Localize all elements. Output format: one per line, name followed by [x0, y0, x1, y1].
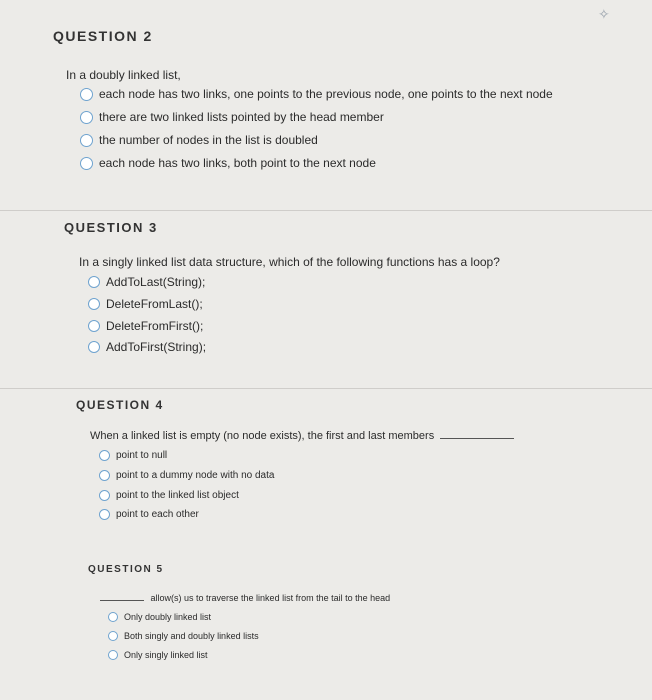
- option-row[interactable]: [99, 490, 239, 501]
- option-row[interactable]: [88, 340, 206, 354]
- question-title: QUESTION 2: [53, 28, 153, 44]
- option-label[interactable]: there are two linked lists pointed by the head member: [99, 110, 384, 124]
- answer-blank: [100, 600, 144, 601]
- radio-button[interactable]: [80, 88, 93, 101]
- radio-button[interactable]: [99, 490, 110, 501]
- radio-button[interactable]: [88, 320, 100, 332]
- pin-icon: ✧: [598, 6, 610, 22]
- option-label[interactable]: Only doubly linked list: [124, 612, 212, 622]
- option-label[interactable]: the number of nodes in the list is doubled: [99, 133, 318, 147]
- option-row[interactable]: [99, 470, 274, 481]
- radio-button[interactable]: [99, 450, 110, 461]
- divider: [0, 210, 652, 211]
- option-row[interactable]: [88, 297, 203, 311]
- answer-blank: [440, 438, 514, 439]
- question-title: QUESTION 5: [88, 564, 164, 575]
- question-prompt: In a singly linked list data structure, which of the following functions has a loop?: [79, 255, 500, 269]
- option-row[interactable]: [108, 612, 211, 622]
- option-label[interactable]: point to null: [116, 450, 168, 461]
- radio-button[interactable]: [108, 612, 118, 622]
- option-row[interactable]: [88, 275, 205, 289]
- option-label[interactable]: AddToLast(String);: [106, 275, 206, 289]
- radio-button[interactable]: [80, 157, 93, 170]
- radio-button[interactable]: [99, 509, 110, 520]
- radio-button[interactable]: [88, 276, 100, 288]
- option-label[interactable]: DeleteFromFirst();: [106, 319, 204, 333]
- option-label[interactable]: Only singly linked list: [124, 650, 208, 660]
- option-label[interactable]: point to a dummy node with no data: [116, 470, 275, 481]
- divider: [0, 388, 652, 389]
- radio-button[interactable]: [99, 470, 110, 481]
- option-label[interactable]: DeleteFromLast();: [106, 297, 203, 311]
- option-label[interactable]: point to each other: [116, 509, 199, 520]
- option-row[interactable]: [88, 319, 203, 333]
- question-prompt: In a doubly linked list,: [66, 68, 181, 82]
- option-row[interactable]: [108, 631, 259, 641]
- option-label[interactable]: point to the linked list object: [116, 490, 239, 501]
- question-prompt: [90, 430, 514, 442]
- option-row[interactable]: [99, 509, 199, 520]
- radio-button[interactable]: [108, 650, 118, 660]
- option-label[interactable]: AddToFirst(String);: [106, 340, 207, 354]
- option-row[interactable]: [80, 110, 384, 124]
- option-row[interactable]: [80, 133, 318, 147]
- radio-button[interactable]: [88, 298, 100, 310]
- radio-button[interactable]: [108, 631, 118, 641]
- option-label[interactable]: each node has two links, both point to the next node: [99, 156, 376, 170]
- option-row[interactable]: [80, 87, 553, 101]
- radio-button[interactable]: [88, 341, 100, 353]
- question-title: QUESTION 3: [64, 220, 158, 235]
- radio-button[interactable]: [80, 111, 93, 124]
- option-label[interactable]: Both singly and doubly linked lists: [124, 631, 259, 641]
- question-prompt: [100, 593, 390, 603]
- option-row[interactable]: [80, 156, 376, 170]
- option-label[interactable]: each node has two links, one points to the previous node, one points to the next node: [99, 87, 553, 101]
- option-row[interactable]: [99, 450, 167, 461]
- prompt-text: allow(s) us to traverse the linked list from the tail to the head: [150, 593, 391, 603]
- radio-button[interactable]: [80, 134, 93, 147]
- prompt-text: When a linked list is empty (no node exists), the first and last members: [90, 430, 435, 442]
- option-row[interactable]: [108, 650, 208, 660]
- question-title: QUESTION 4: [76, 398, 164, 412]
